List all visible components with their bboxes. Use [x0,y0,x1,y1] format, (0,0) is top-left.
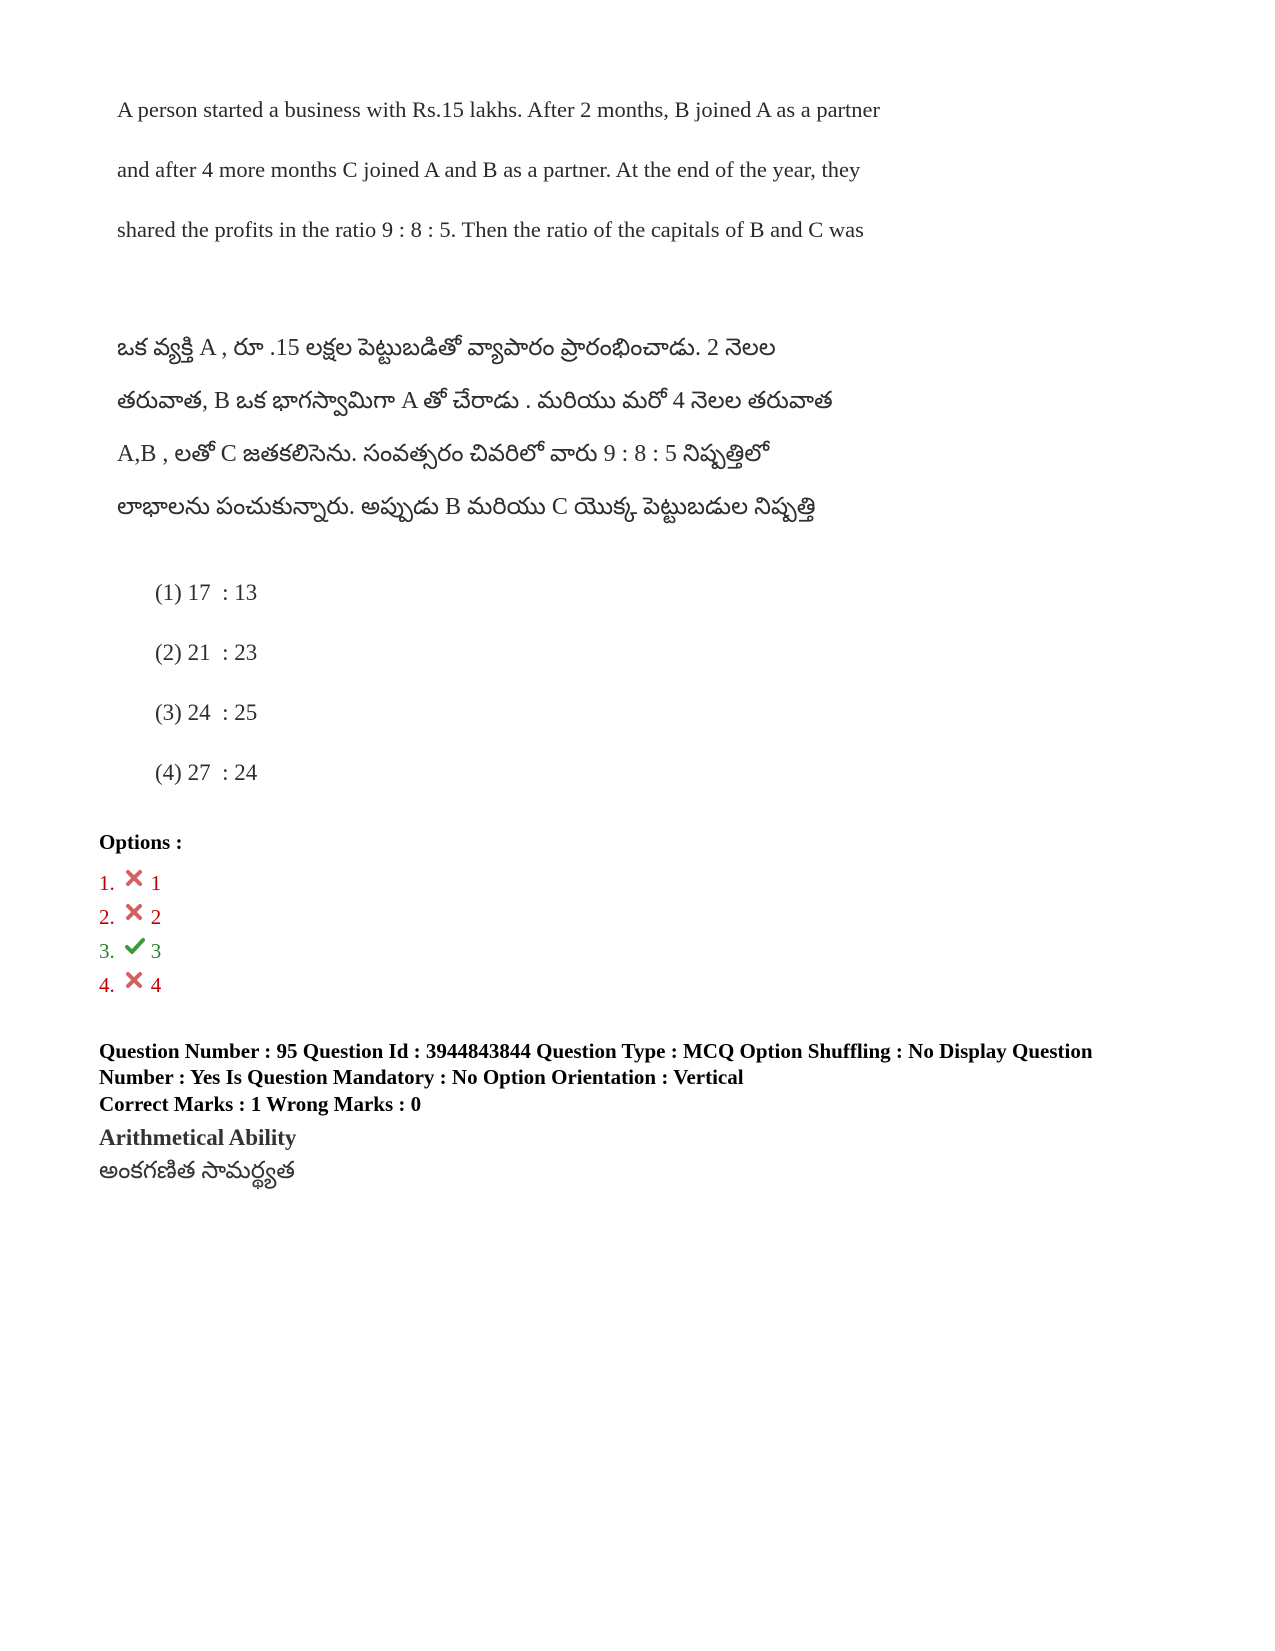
question-line-telugu: ఒక వ్యక్తి A , రూ .15 లక్షల పెట్టుబడితో వ్యాపారం ప్రారంభించాడు. 2 నెలల [117,335,776,361]
option-row [99,900,161,934]
choice-item: (4) 27 : 24 [155,760,258,785]
option-index: 2. [99,905,115,929]
option-value: 1 [150,871,162,895]
option-value: 3 [150,939,162,963]
choice-item: (2) 21 : 23 [155,640,258,665]
metadata-line: Question Number : 95 Question Id : 3944843844 Question Type : MCQ Option Shuffling : No Display Question [99,1039,1093,1063]
question-line-telugu: A,B , లతో C జతకలిసెను. సంవత్సరం చివరిలో వారు 9 : 8 : 5 నిష్పత్తిలో [117,441,770,467]
question-text-telugu [117,322,1017,534]
option-value: 2 [150,905,162,929]
question-metadata [99,1038,1219,1090]
metadata-line: Number : Yes Is Question Mandatory : No Option Orientation : Vertical [99,1065,744,1089]
answer-choices [155,580,257,820]
cross-icon [125,969,143,987]
question-line-telugu: లాభాలను పంచుకున్నారు. అప్పుడు B మరియు C యొక్క పెట్టుబడుల నిష్పత్తి [117,494,816,520]
section-title-telugu: అంకగణిత సామర్థ్యత [99,1158,295,1184]
section-title: Arithmetical Ability [99,1125,297,1150]
option-index: 3. [99,939,115,963]
option-row [99,968,161,1002]
question-line: and after 4 more months C joined A and B as a partner. At the end of the year, they [117,157,861,182]
option-row [99,866,161,900]
option-index: 4. [99,973,115,997]
check-icon [125,935,143,953]
choice-item: (1) 17 : 13 [155,580,258,605]
choice-item: (3) 24 : 25 [155,700,258,725]
cross-icon [125,901,143,919]
option-value: 4 [150,973,162,997]
option-row [99,934,161,968]
cross-icon [125,867,143,885]
question-line: A person started a business with Rs.15 lakhs. After 2 months, B joined A as a partner [117,97,881,122]
option-index: 1. [99,871,115,895]
question-line: shared the profits in the ratio 9 : 8 : 5. Then the ratio of the capitals of B and C was [117,217,864,242]
options-heading: Options : [99,830,183,854]
question-text-english [117,80,1017,260]
option-list [99,866,161,1002]
marks-info: Correct Marks : 1 Wrong Marks : 0 [99,1092,422,1116]
question-line-telugu: తరువాత, B ఒక భాగస్వామిగా A తో చేరాడు . మరియు మరో 4 నెలల తరువాత [117,388,833,414]
